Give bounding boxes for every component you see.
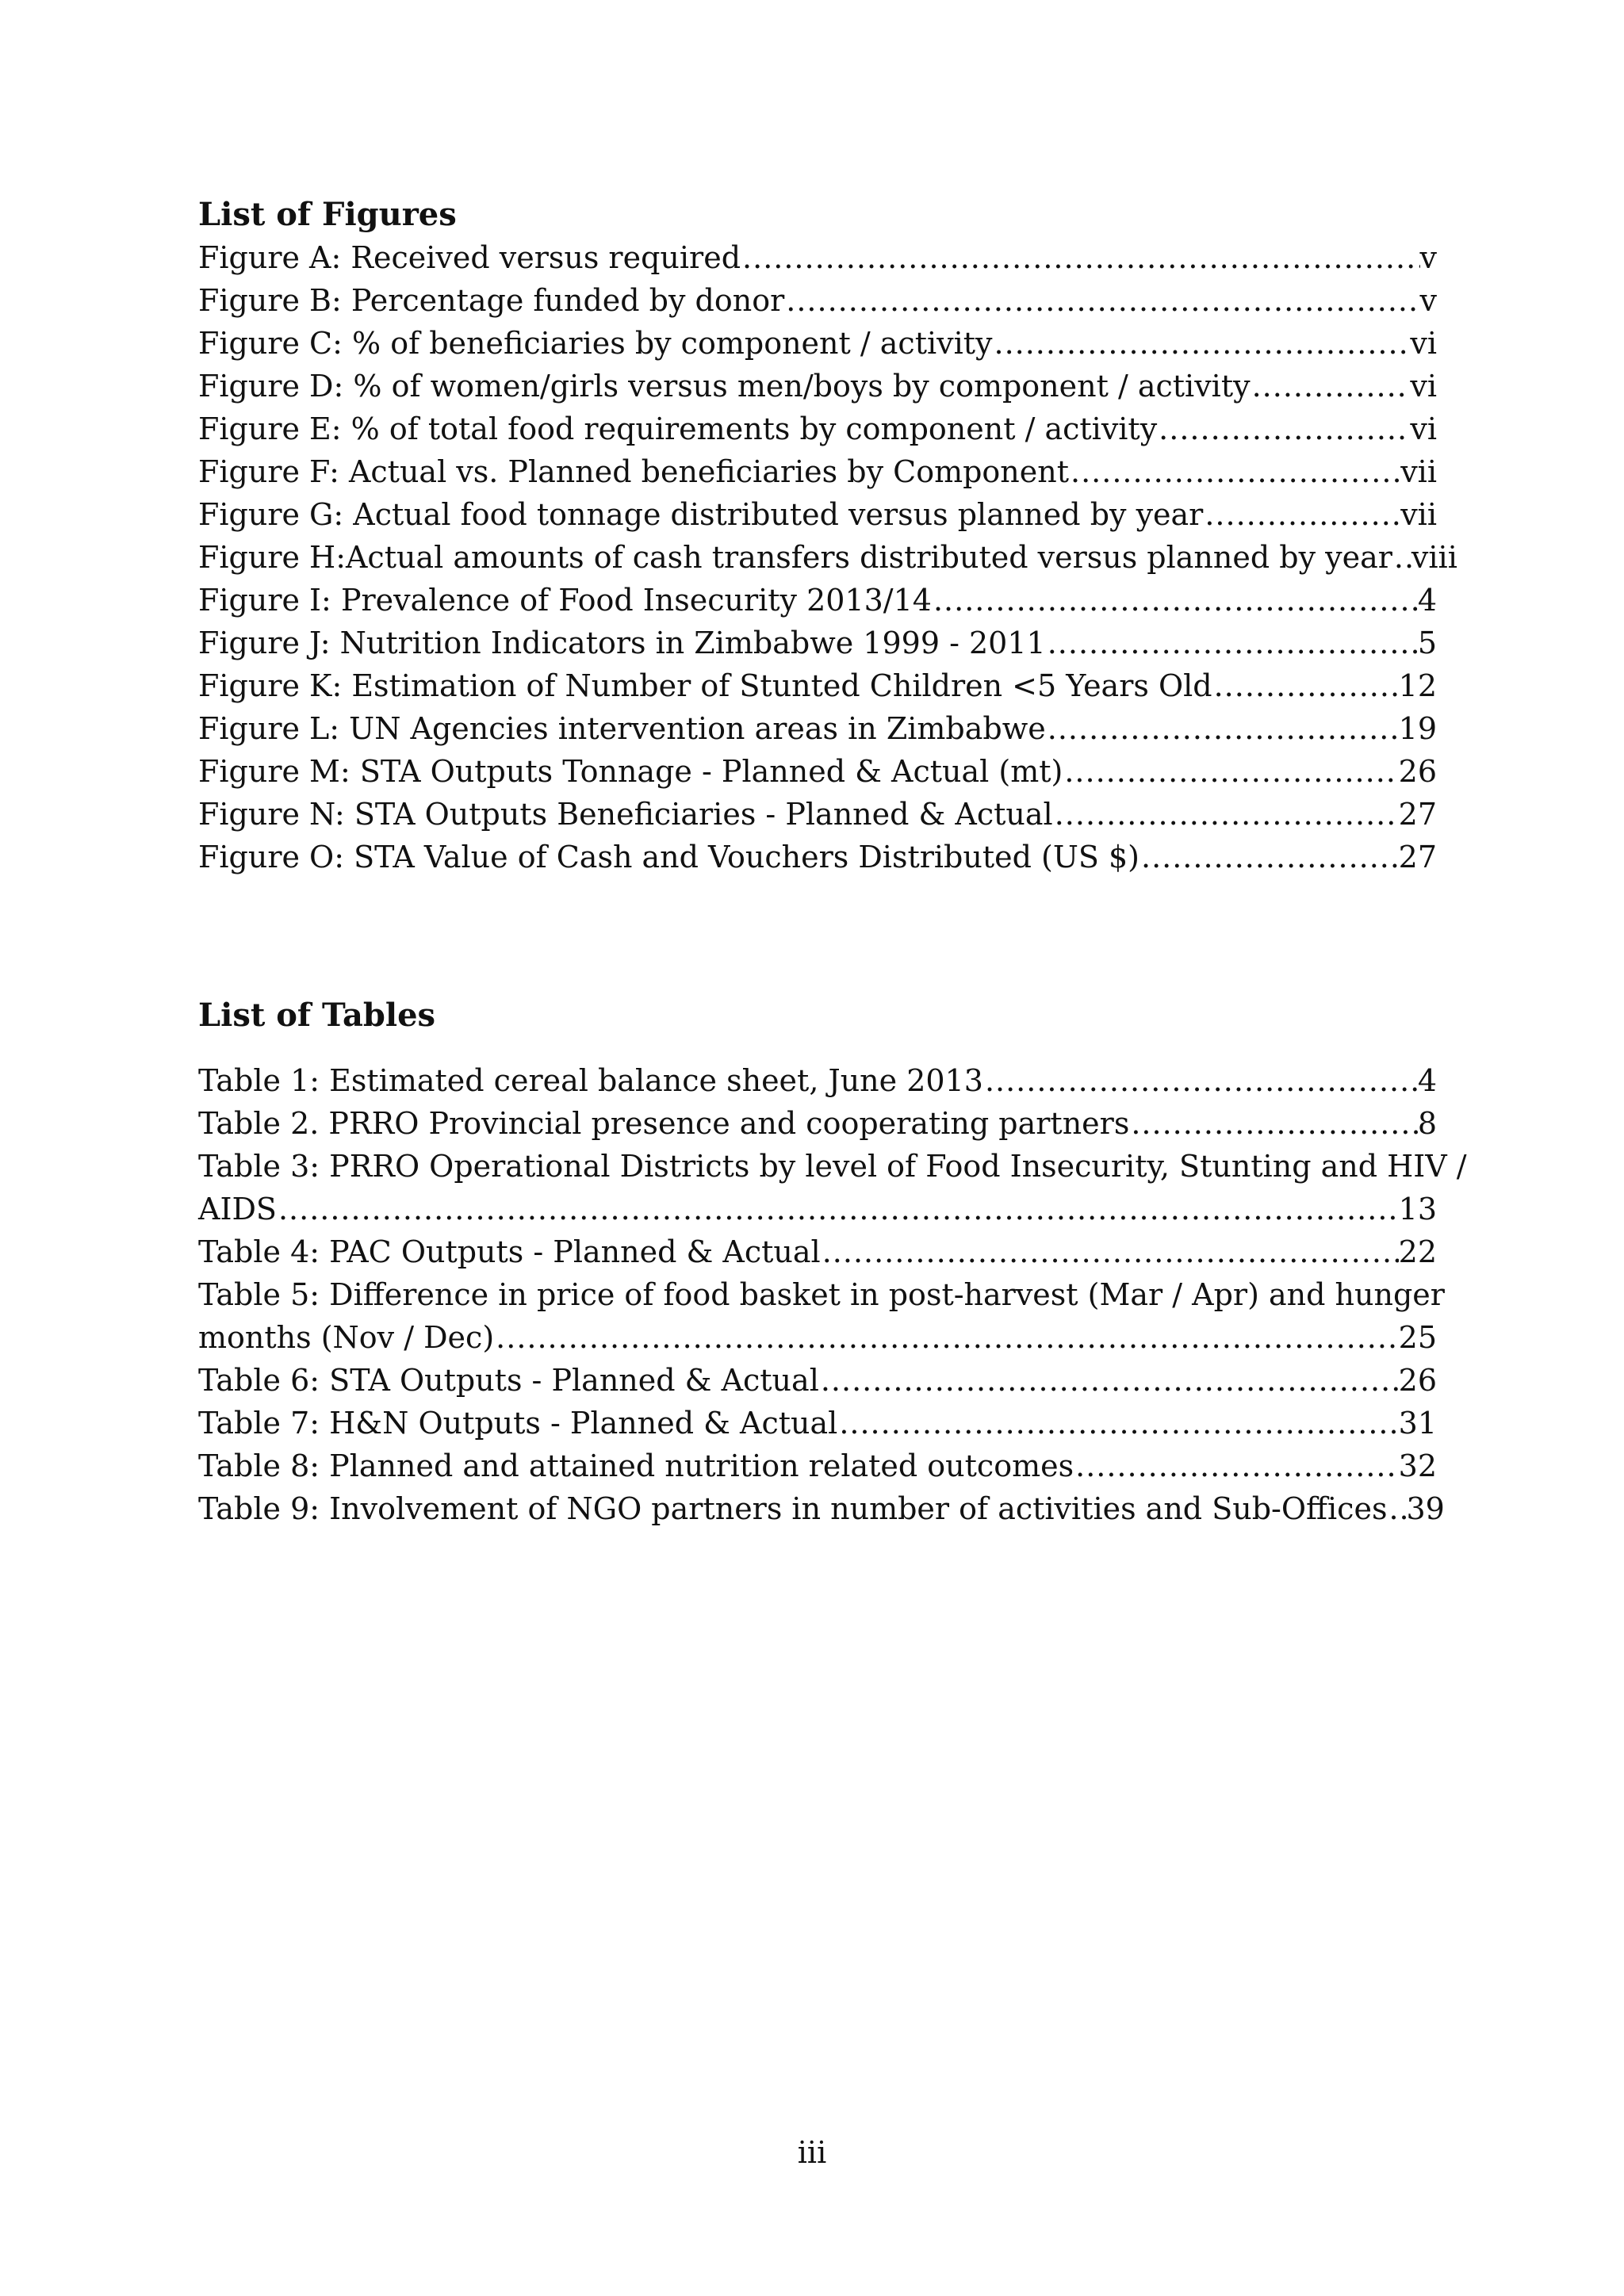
dot-leader: [992, 322, 1410, 365]
toc-entry-title: Table 2. PRRO Provincial presence and cooperating partners: [198, 1106, 1130, 1141]
toc-entry-page: 4: [1417, 1063, 1437, 1098]
toc-entry-figure-c[interactable]: [198, 322, 1437, 365]
dot-leader: [1392, 536, 1411, 579]
toc-entry-figure-n[interactable]: [198, 793, 1437, 836]
toc-entry-title: Table 1: Estimated cereal balance sheet, June 2013: [198, 1063, 983, 1098]
toc-entry-page: vii: [1400, 497, 1437, 532]
toc-entry-figure-k[interactable]: [198, 664, 1437, 707]
dot-leader: [1053, 793, 1399, 836]
dot-leader: [1074, 1445, 1399, 1487]
toc-entry-page: 26: [1398, 1363, 1437, 1398]
page-number: iii: [797, 2135, 827, 2170]
toc-entry-page: 19: [1398, 711, 1437, 746]
toc-entry-title: Figure J: Nutrition Indicators in Zimbabwe 1999 - 2011: [198, 626, 1046, 660]
toc-entry-title: Figure L: UN Agencies intervention areas in Zimbabwe: [198, 711, 1046, 746]
toc-entry-table-1[interactable]: [198, 1059, 1437, 1102]
toc-entry-figure-d[interactable]: [198, 365, 1437, 408]
dot-leader: [932, 579, 1418, 622]
toc-entry-page: 12: [1398, 668, 1437, 703]
toc-entry-figure-l[interactable]: [198, 707, 1437, 750]
toc-entry-title: Table 6: STA Outputs - Planned & Actual: [198, 1363, 819, 1398]
toc-entry-page: 27: [1398, 840, 1437, 874]
toc-entry-page: 22: [1398, 1234, 1437, 1269]
toc-entry-title: Figure N: STA Outputs Beneficiaries - Planned & Actual: [198, 797, 1053, 832]
toc-entry-page: v: [1419, 240, 1437, 275]
toc-entry-title: Table 4: PAC Outputs - Planned & Actual: [198, 1234, 821, 1269]
dot-leader: [837, 1402, 1398, 1445]
toc-entry-figure-j[interactable]: [198, 622, 1437, 664]
toc-entry-table-8[interactable]: [198, 1445, 1437, 1487]
toc-entry-page: vi: [1410, 411, 1437, 446]
toc-entry-table-5[interactable]: [198, 1273, 1445, 1359]
dot-leader: [1046, 622, 1418, 664]
list-of-tables-section: [198, 994, 1467, 1530]
dot-leader: [1157, 408, 1410, 450]
dot-leader: [741, 236, 1420, 279]
toc-entry-title: Figure D: % of women/girls versus men/boys by component / activity: [198, 369, 1251, 404]
toc-entry-title: Figure A: Received versus required: [198, 240, 741, 275]
toc-entry-page: 5: [1417, 626, 1437, 660]
dot-leader: [1387, 1487, 1406, 1530]
toc-entry-page: viii: [1411, 540, 1457, 575]
toc-entry-page: 32: [1398, 1448, 1437, 1483]
list-of-tables-heading: List of Tables: [198, 997, 436, 1034]
toc-entry-title-line-1: Table 5: Difference in price of food basket in post-harvest (Mar / Apr) and hunger: [198, 1277, 1445, 1312]
toc-entry-title: Figure B: Percentage funded by donor: [198, 283, 785, 318]
toc-entry-title-line-2: months (Nov / Dec): [198, 1320, 495, 1355]
tables-toc-list: [198, 1059, 1467, 1530]
toc-entry-title-line-2: AIDS: [198, 1192, 277, 1226]
toc-entry-title: Figure H:Actual amounts of cash transfers distributed versus planned by year: [198, 540, 1392, 575]
dot-leader: [983, 1059, 1418, 1102]
toc-entry-continuation: [198, 1316, 1437, 1359]
toc-entry-page: 25: [1398, 1320, 1437, 1355]
toc-entry-figure-e[interactable]: [198, 408, 1437, 450]
toc-entry-title: Figure M: STA Outputs Tonnage - Planned & Actual (mt): [198, 754, 1063, 789]
dot-leader: [1129, 1102, 1417, 1145]
toc-entry-page: 39: [1406, 1491, 1445, 1526]
toc-entry-page: 26: [1398, 754, 1437, 789]
toc-entry-page: 27: [1398, 797, 1437, 832]
toc-entry-title: Figure K: Estimation of Number of Stunted Children <5 Years Old: [198, 668, 1212, 703]
toc-entry-figure-f[interactable]: [198, 450, 1437, 493]
list-of-figures-section: [198, 193, 1457, 878]
dot-leader: [1046, 707, 1399, 750]
toc-entry-figure-a[interactable]: [198, 236, 1437, 279]
toc-entry-title: Table 7: H&N Outputs - Planned & Actual: [198, 1406, 838, 1441]
dot-leader: [821, 1230, 1399, 1273]
toc-entry-figure-g[interactable]: [198, 493, 1437, 536]
dot-leader: [1069, 450, 1400, 493]
toc-entry-title: Figure C: % of beneficiaries by component / activity: [198, 326, 993, 361]
toc-entry-figure-h[interactable]: [198, 536, 1457, 579]
toc-entry-page: vi: [1410, 326, 1437, 361]
dot-leader: [784, 279, 1419, 322]
list-of-figures-heading: List of Figures: [198, 196, 457, 233]
toc-entry-figure-m[interactable]: [198, 750, 1437, 793]
toc-entry-page: 31: [1398, 1406, 1437, 1441]
toc-entry-title: Figure E: % of total food requirements by component / activity: [198, 411, 1158, 446]
toc-entry-title: Figure G: Actual food tonnage distributed versus planned by year: [198, 497, 1204, 532]
dot-leader: [1203, 493, 1400, 536]
toc-entry-table-2[interactable]: [198, 1102, 1437, 1145]
toc-entry-table-4[interactable]: [198, 1230, 1437, 1273]
toc-entry-table-9[interactable]: [198, 1487, 1445, 1530]
toc-entry-figure-b[interactable]: [198, 279, 1437, 322]
toc-entry-title: Figure F: Actual vs. Planned beneficiaries by Component: [198, 454, 1070, 489]
dot-leader: [1139, 836, 1399, 878]
dot-leader: [1063, 750, 1398, 793]
toc-entry-table-3[interactable]: [198, 1145, 1467, 1230]
toc-entry-page: 4: [1417, 583, 1437, 618]
toc-entry-figure-o[interactable]: [198, 836, 1437, 878]
toc-entry-title: Figure I: Prevalence of Food Insecurity 2013/14: [198, 583, 932, 618]
dot-leader: [1251, 365, 1411, 408]
dot-leader: [277, 1188, 1399, 1230]
figures-toc-list: [198, 236, 1457, 878]
toc-entry-page: vii: [1400, 454, 1437, 489]
dot-leader: [1212, 664, 1399, 707]
toc-entry-title: Table 8: Planned and attained nutrition related outcomes: [198, 1448, 1074, 1483]
toc-entry-page: 8: [1417, 1106, 1437, 1141]
toc-entry-title: Figure O: STA Value of Cash and Vouchers Distributed (US $): [198, 840, 1139, 874]
toc-entry-table-7[interactable]: [198, 1402, 1437, 1445]
dot-leader: [494, 1316, 1398, 1359]
toc-entry-title-line-1: Table 3: PRRO Operational Districts by level of Food Insecurity, Stunting and HIV /: [198, 1149, 1467, 1184]
toc-entry-title: Table 9: Involvement of NGO partners in number of activities and Sub-Offices: [198, 1491, 1388, 1526]
toc-entry-figure-i[interactable]: [198, 579, 1437, 622]
toc-entry-table-6[interactable]: [198, 1359, 1437, 1402]
toc-entry-page: 13: [1398, 1192, 1437, 1226]
toc-entry-continuation: [198, 1188, 1437, 1230]
dot-leader: [819, 1359, 1399, 1402]
toc-entry-page: vi: [1410, 369, 1437, 404]
toc-entry-page: v: [1419, 283, 1437, 318]
